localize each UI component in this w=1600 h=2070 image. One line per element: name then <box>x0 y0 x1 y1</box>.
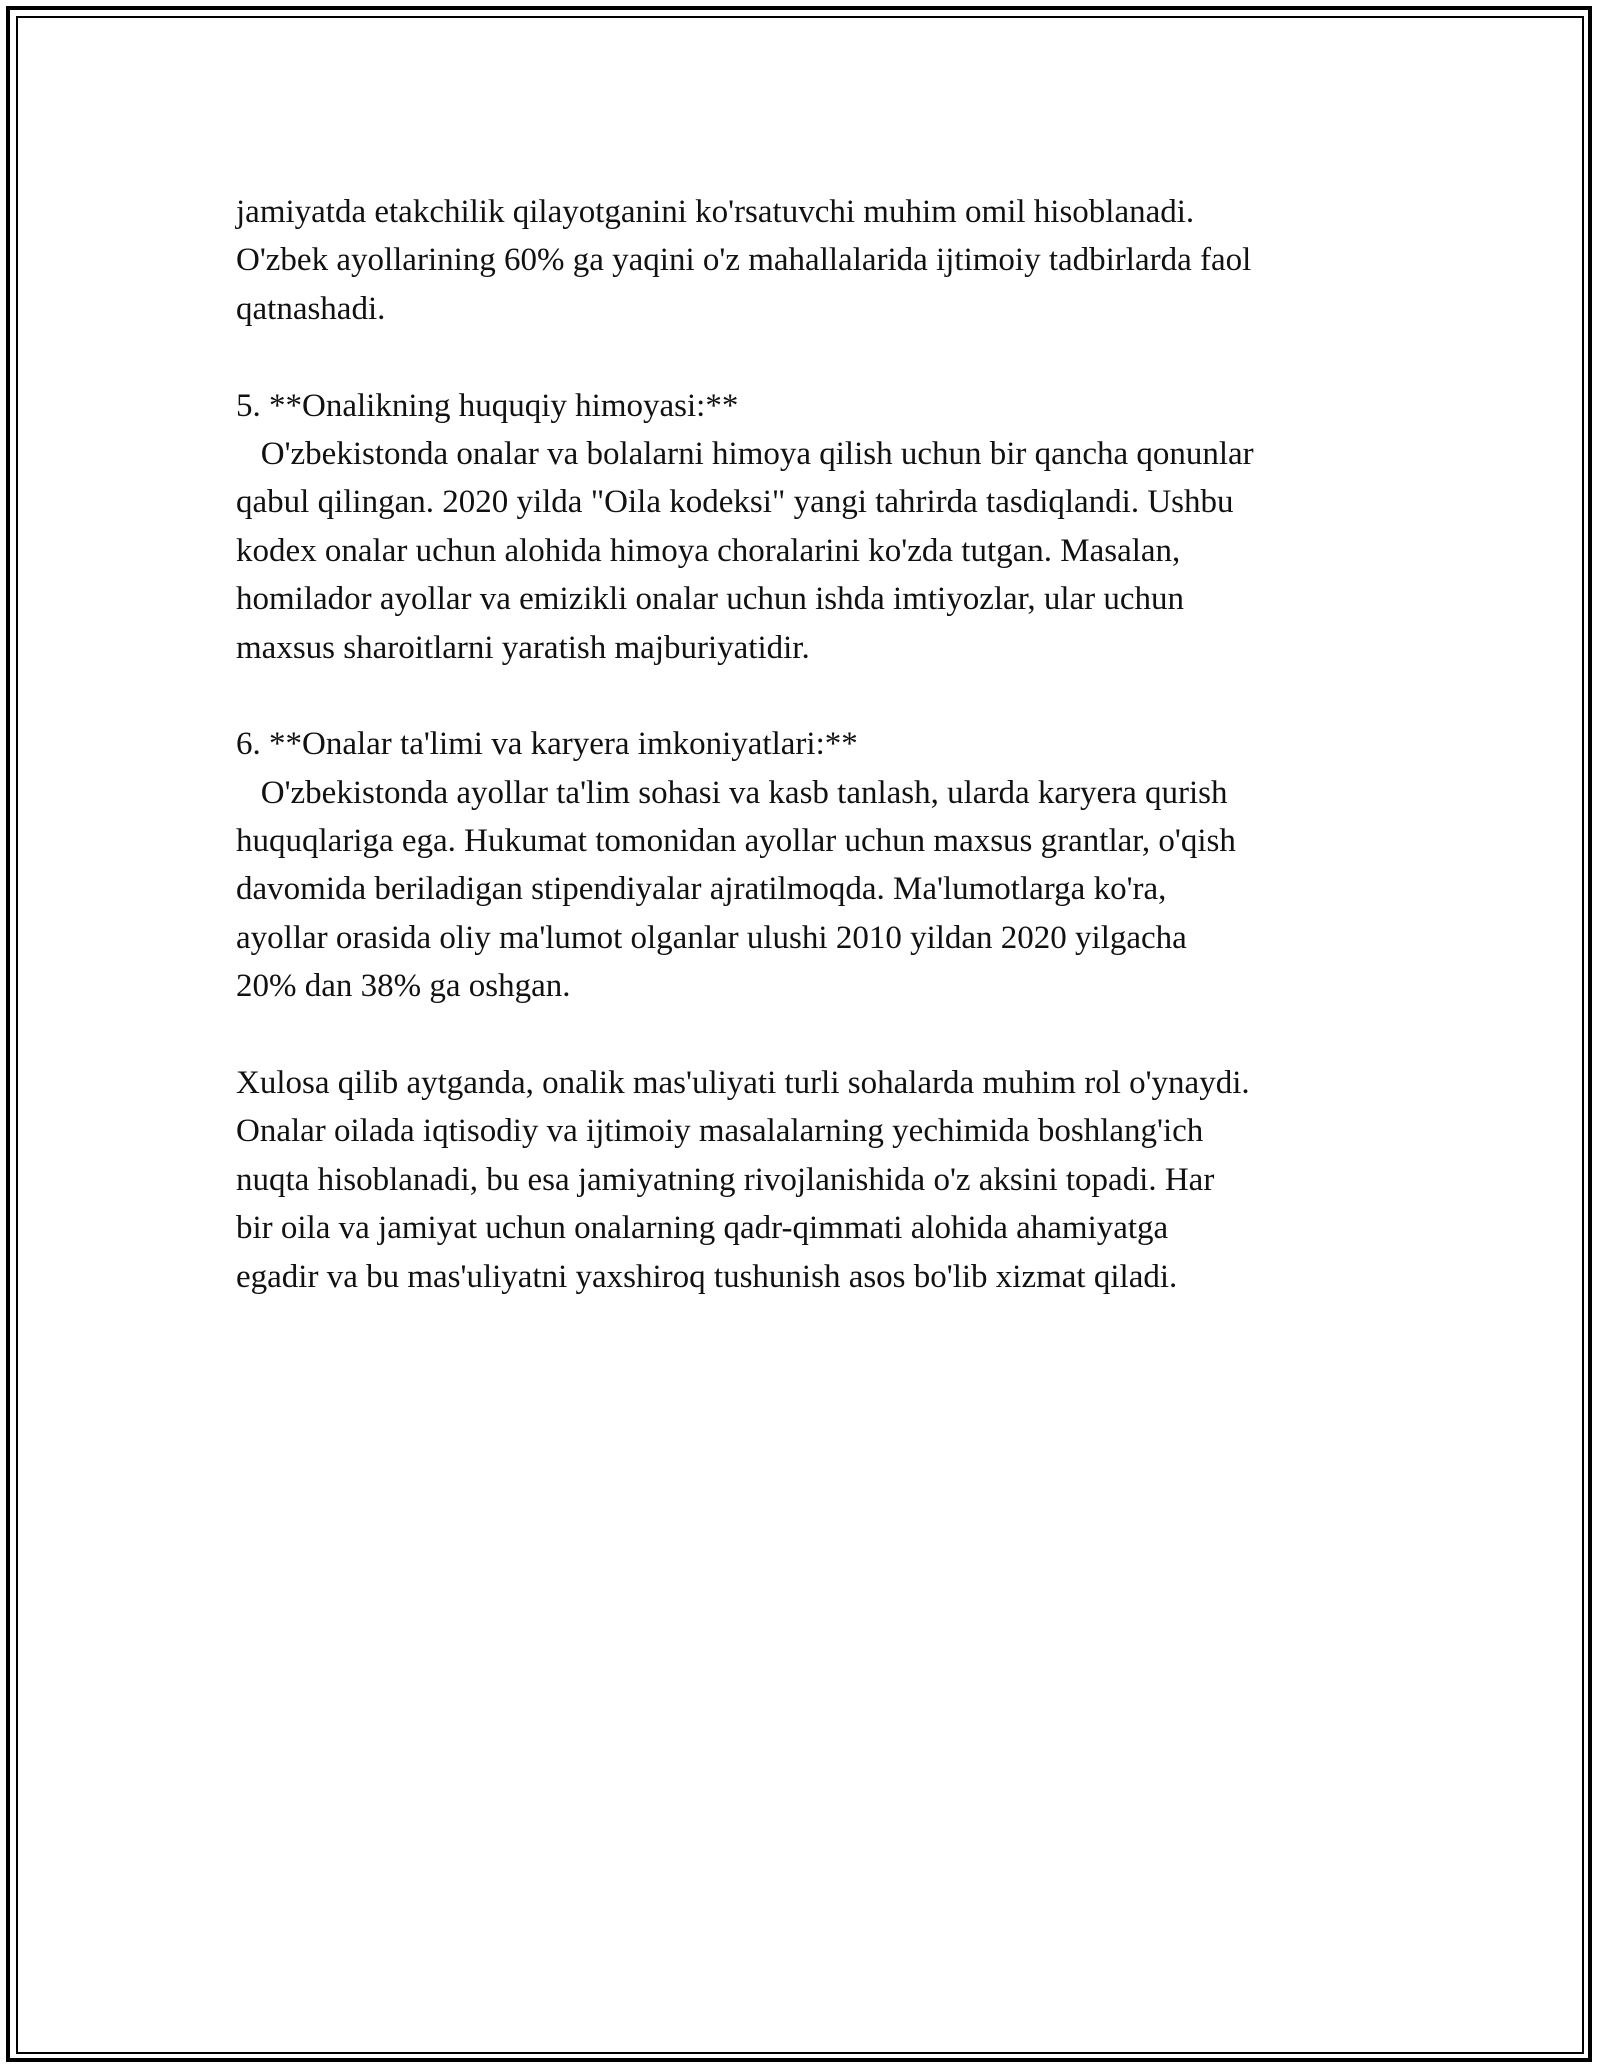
text-line: Onalar oilada iqtisodiy va ijtimoiy masalalarning yechimida boshlang'ich <box>236 1113 1204 1150</box>
text-line: homilador ayollar va emizikli onalar uchun ishda imtiyozlar, ular uchun <box>236 581 1185 618</box>
section-heading: 6. **Onalar ta'limi va karyera imkoniyatlari:** <box>236 726 858 763</box>
text-line: qabul qilingan. 2020 yilda "Oila kodeksi" yangi tahrirda tasdiqlandi. Ushbu <box>236 484 1234 521</box>
section-6-education-career <box>236 720 1386 1010</box>
section-heading: 5. **Onalikning huquqiy himoyasi:** <box>236 387 739 424</box>
section-5-legal-protection <box>236 382 1386 672</box>
text-line: O'zbek ayollarining 60% ga yaqini o'z mahallalarida ijtimoiy tadbirlarda faol <box>236 242 1252 279</box>
text-line: maxsus sharoitlarni yaratish majburiyatidir. <box>236 629 810 666</box>
text-line: bir oila va jamiyat uchun onalarning qadr-qimmati alohida ahamiyatga <box>236 1210 1169 1247</box>
text-line: kodex onalar uchun alohida himoya choralarini ko'zda tutgan. Masalan, <box>236 532 1181 569</box>
paragraph-spacer <box>236 333 1386 381</box>
text-line: O'zbekistonda ayollar ta'lim sohasi va kasb tanlash, ularda karyera qurish <box>236 774 1228 811</box>
text-line: O'zbekistonda onalar va bolalarni himoya qilish uchun bir qancha qonunlar <box>236 435 1254 472</box>
text-line: Xulosa qilib aytganda, onalik mas'uliyati turli sohalarda muhim rol o'ynaydi. <box>236 1065 1250 1102</box>
paragraph-spacer <box>236 1011 1386 1059</box>
text-line: huquqlariga ega. Hukumat tomonidan ayollar uchun maxsus grantlar, o'qish <box>236 823 1236 860</box>
text-line: davomida beriladigan stipendiyalar ajratilmoqda. Ma'lumotlarga ko'ra, <box>236 871 1167 908</box>
text-line: 20% dan 38% ga oshgan. <box>236 968 571 1005</box>
text-line: egadir va bu mas'uliyatni yaxshiroq tushunish asos bo'lib xizmat qiladi. <box>236 1258 1178 1295</box>
text-line: ayollar orasida oliy ma'lumot olganlar ulushi 2010 yildan 2020 yilgacha <box>236 919 1187 956</box>
paragraph-spacer <box>236 672 1386 720</box>
paragraph-conclusion <box>236 1059 1386 1301</box>
paragraph-intro-continuation <box>236 188 1386 333</box>
text-line: qatnashadi. <box>236 290 386 327</box>
text-line: jamiyatda etakchilik qilayotganini ko'rsatuvchi muhim omil hisoblanadi. <box>236 194 1195 230</box>
document-body <box>236 188 1386 1301</box>
text-line: nuqta hisoblanadi, bu esa jamiyatning rivojlanishida o'z aksini topadi. Har <box>236 1161 1215 1198</box>
